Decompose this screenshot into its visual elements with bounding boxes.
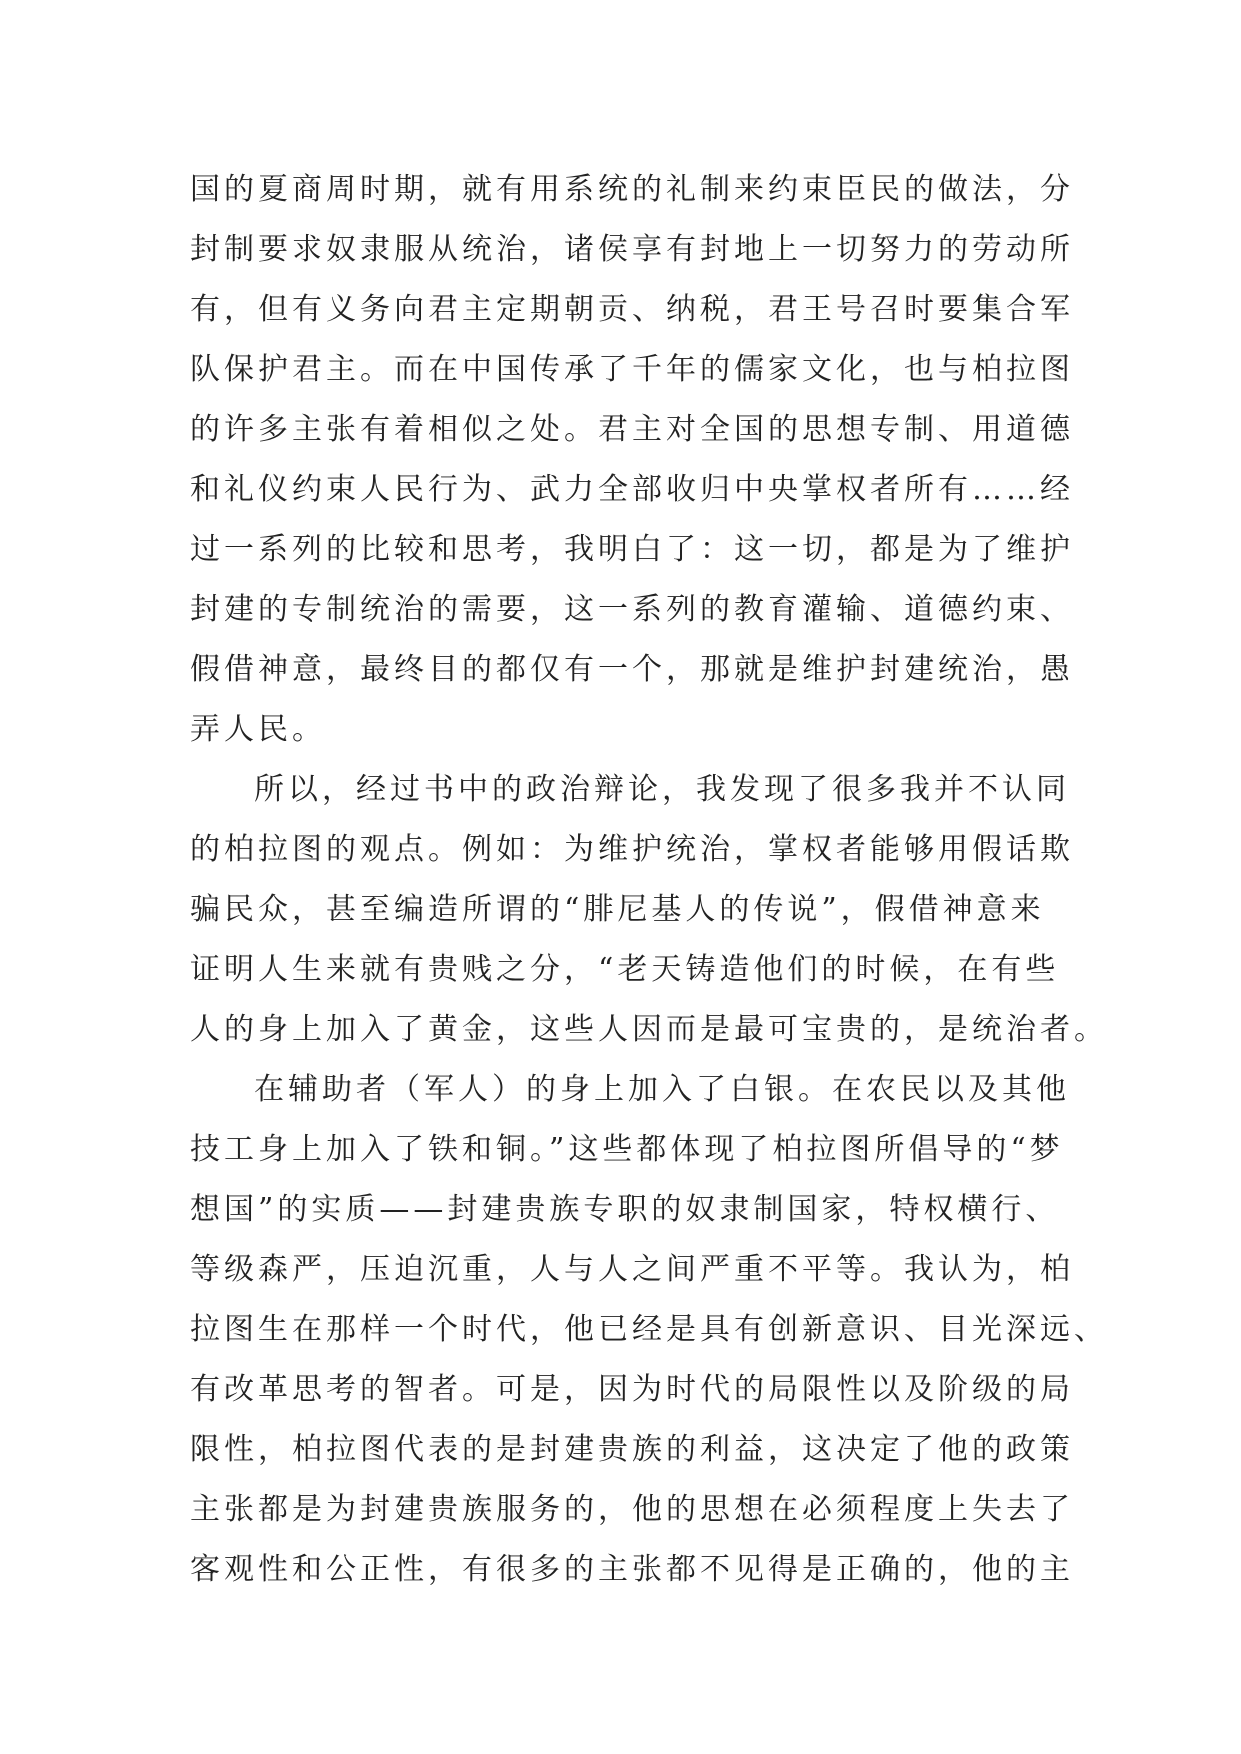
text-line: 国的夏商周时期，就有用系统的礼制来约束臣民的做法，分	[190, 172, 1074, 207]
text-line: 假借神意，最终目的都仅有一个，那就是维护封建统治，愚	[190, 652, 1074, 687]
text-line: 证明人生来就有贵贱之分，“老天铸造他们的时候，在有些	[190, 952, 1060, 987]
text-line: 封制要求奴隶服从统治，诸侯享有封地上一切努力的劳动所	[190, 232, 1074, 267]
text-line: 弄人民。	[190, 712, 326, 747]
text-line: 和礼仪约束人民行为、武力全部收归中央掌权者所有……经	[190, 472, 1074, 507]
text-line: 人的身上加入了黄金，这些人因而是最可宝贵的，是统治者。	[190, 1012, 1108, 1047]
text-line: 的许多主张有着相似之处。君主对全国的思想专制、用道德	[190, 412, 1074, 447]
paragraph-first-line: 在辅助者（军人）的身上加入了白银。在农民以及其他	[254, 1072, 1070, 1107]
text-line: 技工身上加入了铁和铜。”这些都体现了柏拉图所倡导的“梦	[190, 1132, 1064, 1167]
text-line: 队保护君主。而在中国传承了千年的儒家文化，也与柏拉图	[190, 352, 1074, 387]
text-line: 过一系列的比较和思考，我明白了：这一切，都是为了维护	[190, 532, 1074, 567]
text-line: 的柏拉图的观点。例如：为维护统治，掌权者能够用假话欺	[190, 832, 1074, 867]
body-text	[190, 160, 1108, 1600]
text-line: 主张都是为封建贵族服务的，他的思想在必须程度上失去了	[190, 1492, 1074, 1527]
text-line: 有改革思考的智者。可是，因为时代的局限性以及阶级的局	[190, 1372, 1074, 1407]
paragraph-first-line: 所以，经过书中的政治辩论，我发现了很多我并不认同	[254, 772, 1070, 807]
text-line: 拉图生在那样一个时代，他已经是具有创新意识、目光深远、	[190, 1312, 1108, 1347]
text-line: 客观性和公正性，有很多的主张都不见得是正确的，他的主	[190, 1552, 1074, 1587]
text-line: 有，但有义务向君主定期朝贡、纳税，君王号召时要集合军	[190, 292, 1074, 327]
text-line: 等级森严，压迫沉重，人与人之间严重不平等。我认为，柏	[190, 1252, 1074, 1287]
text-line: 想国”的实质——封建贵族专职的奴隶制国家，特权横行、	[190, 1192, 1060, 1227]
text-line: 限性，柏拉图代表的是封建贵族的利益，这决定了他的政策	[190, 1432, 1074, 1467]
text-line: 封建的专制统治的需要，这一系列的教育灌输、道德约束、	[190, 592, 1074, 627]
text-line: 骗民众，甚至编造所谓的“腓尼基人的传说”，假借神意来	[190, 892, 1045, 927]
